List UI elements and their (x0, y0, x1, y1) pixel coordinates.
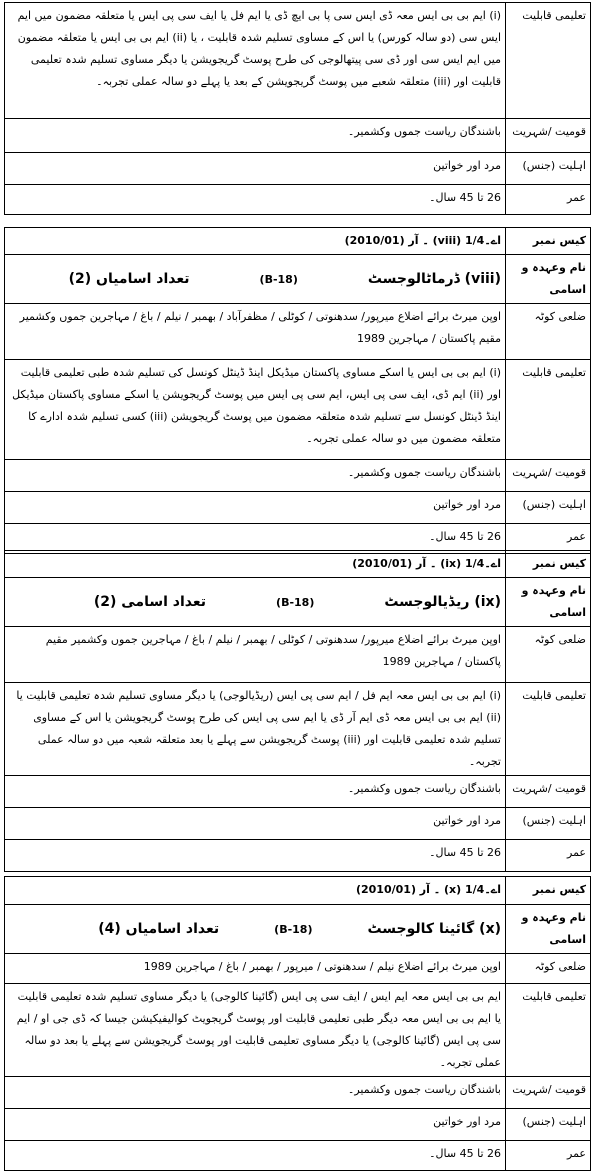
gender-text: مرد اور خواتین (5, 808, 506, 840)
case-label: کیس نمبر (506, 228, 591, 255)
education-text: (i) ایم بی بی ایس یا اسکے مساوی پاکستان میڈیکل اینڈ ڈینٹل کونسل کی تسلیم شدہ طبی تعلیمی قابلیت اور (ii) ایم ڈی، ایف سی پی ایس، ایم سی پی ایس میں پوسٹ گریجویشن یا اسکے مساوی پاکستان میڈیکل اینڈ ڈینٹل کونسل سے تسلیم شدہ متعلقہ مضمون میں پوسٹ گریجویشن (iii) کسی تسلیم شدہ ادارے کا متعلقہ مضمون میں دو سالہ عملی تجربہ۔ (5, 360, 506, 460)
post-label: نام وعہدہ و اسامی (506, 255, 591, 304)
gender-text: مرد اور خواتین (5, 1109, 506, 1141)
age-label: عمر (506, 524, 591, 554)
quota-text: اوپن میرٹ برائے اضلاع میرپور/ سدھنوتی / کوٹلی / مظفرآباد / بھمبر / نیلم / باغ / مہاجرین جموں وکشمیر مقیم پاکستان / مہاجرین 1989 (5, 304, 506, 360)
post-scale: (B-18) (259, 272, 298, 286)
nationality-label: قومیت /شہریت (506, 776, 591, 808)
post-name: (viii) ڈرماٹالوجسٹ (367, 270, 501, 287)
post-cell (5, 578, 506, 627)
nationality-text: باشندگان ریاست جموں وکشمیر۔ (5, 119, 506, 153)
case-number: اے۔1/4 (ix) ۔ آر (2010/01) (5, 551, 506, 578)
education-text: (i) ایم بی بی ایس معہ ڈی ایس سی پا بی ایچ ڈی یا ایم فل یا ایف سی پی ایس یا متعلقہ مضمون میں ایم ایس سی (دو سالہ کورس) یا اس کے مساوی تسلیم شدہ قابلیت ، یا (ii) ایم بی بی ایس یا متعلقہ مضمون میں ایم ایس سی اور ڈی سی پیتھالوجی کی طرح پوسٹ گریجویشن یا دیگر مساوی تسلیم شدہ تعلیمی قابلیت اور (iii) متعلقہ شعبے میں پوسٹ گریجویشن کے بعد یا پہلے دو سالہ عملی تجربہ۔ (5, 3, 506, 119)
education-label: تعلیمی قابلیت (506, 984, 591, 1077)
vacancy-count: تعداد اسامی (2) (93, 593, 207, 610)
education-label: تعلیمی قابلیت (506, 683, 591, 776)
nationality-label: قومیت /شہریت (506, 1077, 591, 1109)
nationality-text: باشندگان ریاست جموں وکشمیر۔ (5, 460, 506, 492)
gender-label: اہلیت (جنس) (506, 153, 591, 185)
nationality-label: قومیت /شہریت (506, 119, 591, 153)
post-scale: (B-18) (274, 922, 313, 936)
quota-label: ضلعی کوٹہ (506, 627, 591, 683)
vacancy-count: تعداد اسامیاں (2) (68, 270, 190, 287)
age-label: عمر (506, 185, 591, 215)
age-text: 26 تا 45 سال۔ (5, 524, 506, 554)
case-label: کیس نمبر (506, 551, 591, 578)
case-label: کیس نمبر (506, 877, 591, 905)
top-section-table (4, 2, 591, 215)
education-label: تعلیمی قابلیت (506, 360, 591, 460)
quota-text: اوپن میرٹ برائے اضلاع نیلم / سدھنوتی / میرپور / بھمبر / باغ / مہاجرین 1989 (5, 954, 506, 984)
gender-label: اہلیت (جنس) (506, 492, 591, 524)
post-label: نام وعہدہ و اسامی (506, 905, 591, 954)
age-text: 26 تا 45 سال۔ (5, 185, 506, 215)
gender-text: مرد اور خواتین (5, 492, 506, 524)
education-label: تعلیمی قابلیت (506, 3, 591, 119)
post-scale: (B-18) (276, 595, 315, 609)
nationality-text: باشندگان ریاست جموں وکشمیر۔ (5, 776, 506, 808)
age-text: 26 تا 45 سال۔ (5, 1141, 506, 1171)
case-number: اے۔1/4 (viii) ۔ آر (2010/01) (5, 228, 506, 255)
nationality-text: باشندگان ریاست جموں وکشمیر۔ (5, 1077, 506, 1109)
gender-label: اہلیت (جنس) (506, 1109, 591, 1141)
gender-label: اہلیت (جنس) (506, 808, 591, 840)
education-text: ایم بی بی ایس معہ ایم ایس / ایف سی پی ایس (گائینا کالوجی) یا دیگر مساوی تسلیم شدہ تعلیمی قابلیت یا ایم بی بی ایس معہ دیگر طبی تعلیمی قابلیت اور پوسٹ گریجویٹ کوالیفیکیشن جیسا کہ ڈی جی او / ایم سی پی ایس (گائینا کالوجی) یا دیگر مساوی تعلیمی قابلیت اور پوسٹ گریجویشن سے پہلے یا بعد دو سالہ عملی تجربہ۔ (5, 984, 506, 1077)
age-text: 26 تا 45 سال۔ (5, 840, 506, 872)
quota-text: اوپن میرٹ برائے اضلاع میرپور/ سدھنوتی / کوٹلی / بھمبر / نیلم / باغ / مہاجرین جموں وکشمیر مقیم پاکستان / مہاجرین 1989 (5, 627, 506, 683)
gender-text: مرد اور خواتین (5, 153, 506, 185)
quota-label: ضلعی کوٹہ (506, 954, 591, 984)
nationality-label: قومیت /شہریت (506, 460, 591, 492)
case-table-dermatologist (4, 227, 591, 554)
post-name: (ix) ریڈیالوجسٹ (384, 593, 501, 610)
education-text: (i) ایم بی بی ایس معہ ایم فل / ایم سی پی ایس (ریڈیالوجی) یا دیگر مساوی تسلیم شدہ تعلیمی قابلیت یا (ii) ایم بی بی ایس معہ ڈی ایم آر ڈی یا ایم سی پی ایس کی طرح پوسٹ گریجویشن یا اس کے مساوی تسلیم شدہ تعلیمی قابلیت اور (iii) پوسٹ گریجویشن سے پہلے یا بعد متعلقہ شعبہ میں دو سالہ عملی تجربہ۔ (5, 683, 506, 776)
post-label: نام وعہدہ و اسامی (506, 578, 591, 627)
post-cell (5, 255, 506, 304)
case-table-radiologist (4, 550, 591, 872)
post-cell (5, 905, 506, 954)
vacancy-count: تعداد اسامیاں (4) (98, 920, 220, 937)
case-table-gynaecologist (4, 876, 591, 1171)
age-label: عمر (506, 840, 591, 872)
age-label: عمر (506, 1141, 591, 1171)
post-name: (x) گائینا کالوجسٹ (367, 920, 501, 937)
quota-label: ضلعی کوٹہ (506, 304, 591, 360)
case-number: اے۔1/4 (x) ۔ آر (2010/01) (5, 877, 506, 905)
